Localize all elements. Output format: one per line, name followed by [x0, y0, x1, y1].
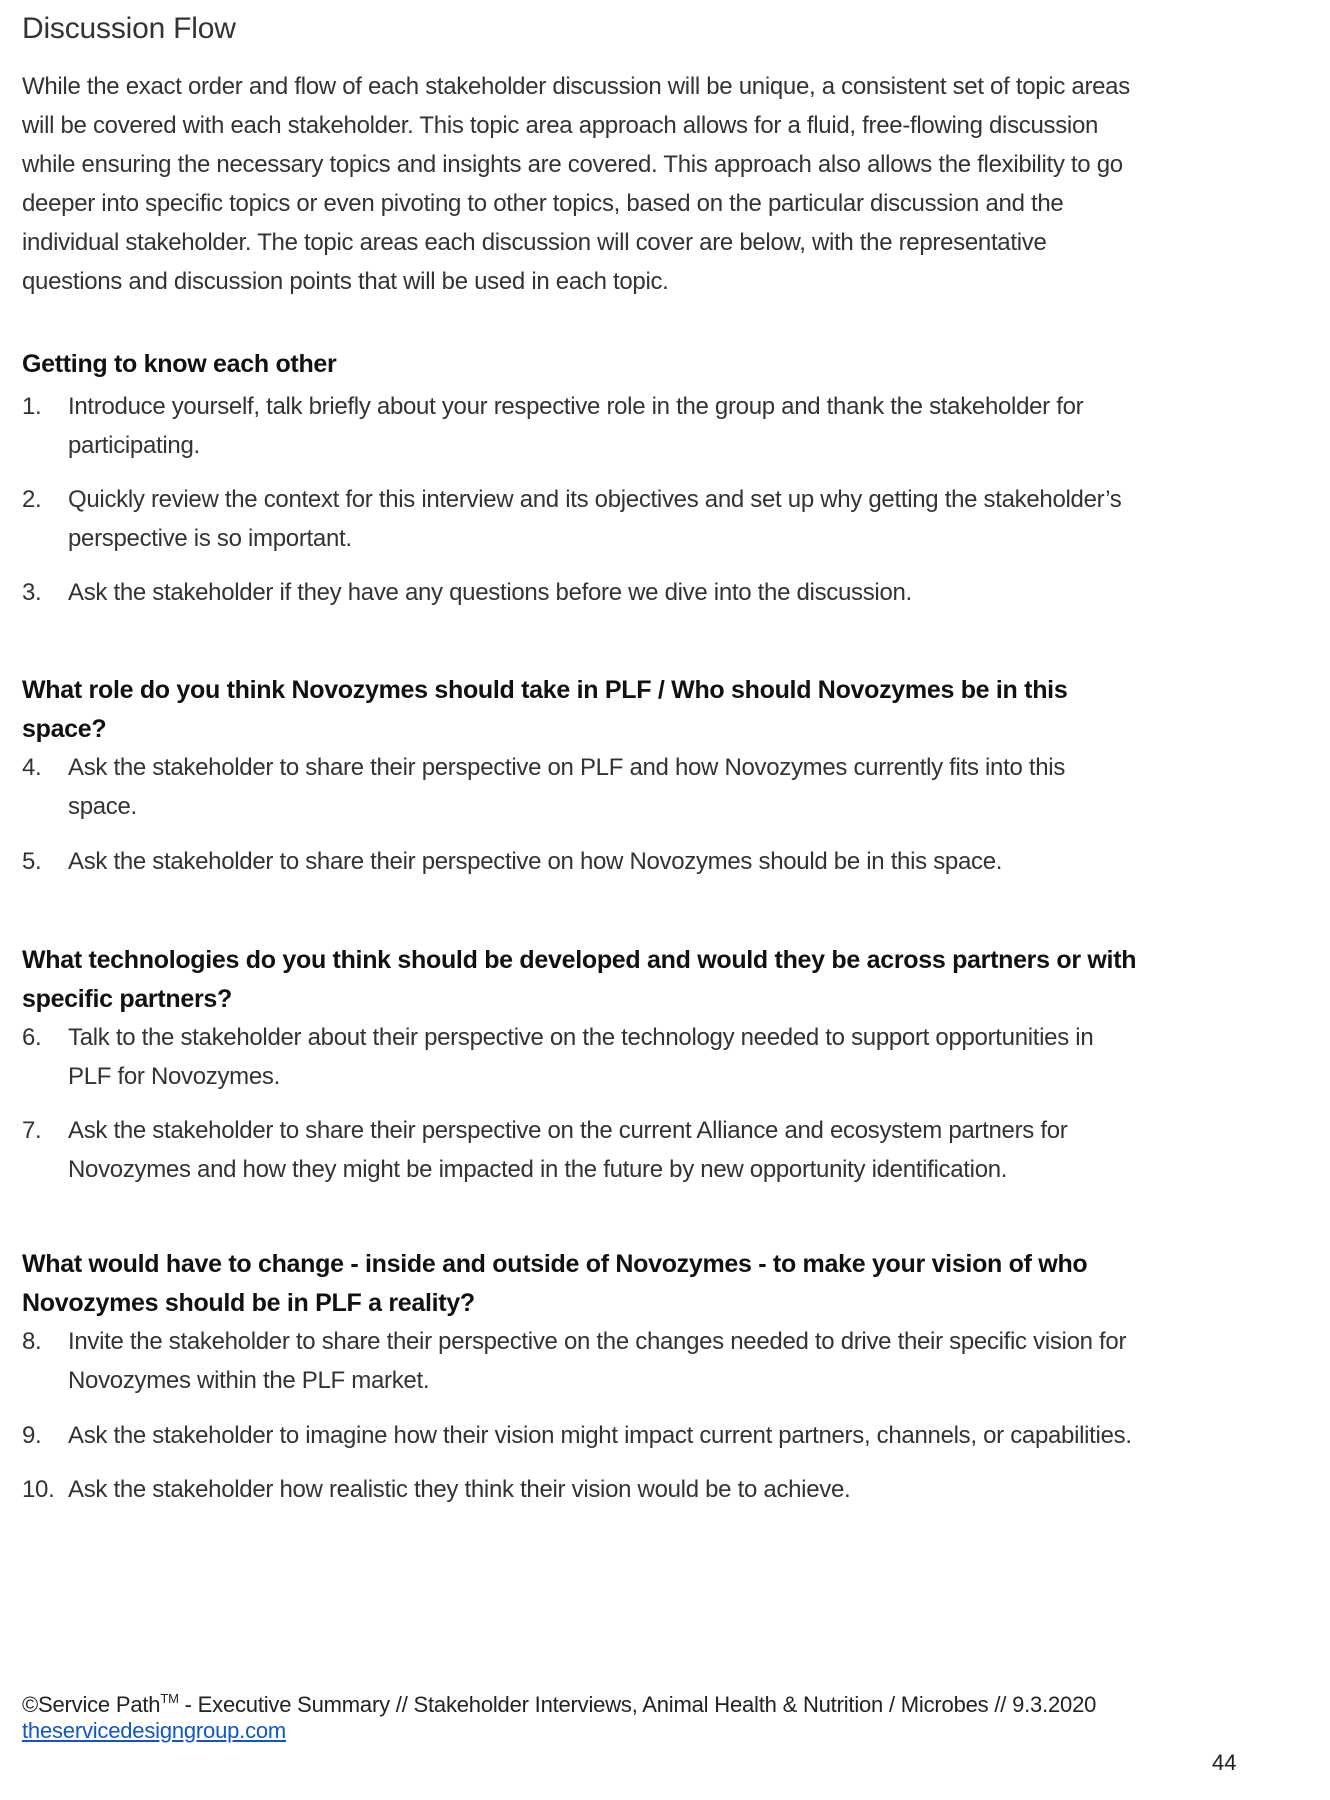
heading-line: What would have to change - inside and outside of Novozymes - to make your vision of who [22, 1250, 1088, 1278]
item-line: PLF for Novozymes. [68, 1063, 280, 1090]
intro-line: While the exact order and flow of each stakeholder discussion will be unique, a consistent set of topic areas [22, 73, 1130, 100]
item-number: 3. [22, 579, 42, 606]
item-line: Ask the stakeholder to share their perspective on the current Alliance and ecosystem partners for [68, 1117, 1068, 1144]
item-line: perspective is so important. [68, 525, 352, 552]
intro-line: deeper into specific topics or even pivoting to other topics, based on the particular discussion and the [22, 190, 1064, 217]
item-line: Talk to the stakeholder about their perspective on the technology needed to support opportunities in [68, 1024, 1094, 1051]
item-number: 4. [22, 754, 42, 781]
intro-line: questions and discussion points that will be used in each topic. [22, 268, 669, 295]
item-number: 10. [22, 1476, 55, 1503]
item-line: Ask the stakeholder to imagine how their vision might impact current partners, channels, or capabilities. [68, 1422, 1132, 1449]
item-line: Ask the stakeholder to share their perspective on how Novozymes should be in this space. [68, 848, 1003, 875]
item-number: 8. [22, 1328, 42, 1355]
heading-line: What role do you think Novozymes should take in PLF / Who should Novozymes be in this [22, 676, 1068, 704]
item-line: Ask the stakeholder to share their perspective on PLF and how Novozymes currently fits into this [68, 754, 1066, 781]
item-line: Novozymes and how they might be impacted in the future by new opportunity identification. [68, 1156, 1008, 1183]
page-number: 44 [1212, 1750, 1237, 1775]
website-link[interactable]: theservicedesigngroup.com [22, 1718, 287, 1743]
item-line: Introduce yourself, talk briefly about your respective role in the group and thank the stakeholder for [68, 393, 1084, 420]
section-heading-role [22, 671, 1067, 749]
item-line: Ask the stakeholder if they have any questions before we dive into the discussion. [68, 579, 912, 606]
heading-line: What technologies do you think should be developed and would they be across partners or with [22, 946, 1137, 974]
item-line: Invite the stakeholder to share their perspective on the changes needed to drive their specific vision for [68, 1328, 1127, 1355]
item-number: 1. [22, 393, 42, 420]
item-line: Ask the stakeholder how realistic they think their vision would be to achieve. [68, 1476, 851, 1503]
heading-line: Getting to know each other [22, 350, 337, 378]
intro-line: individual stakeholder. The topic areas each discussion will cover are below, with the representative [22, 229, 1047, 256]
trademark-mark: TM [160, 1691, 179, 1706]
item-number: 2. [22, 486, 42, 513]
footer-prefix: ©Service Path [22, 1692, 161, 1717]
intro-line: will be covered with each stakeholder. This topic area approach allows for a fluid, free-flowing discussion [22, 112, 1099, 139]
item-number: 9. [22, 1422, 42, 1449]
heading-line: specific partners? [22, 985, 232, 1013]
item-number: 7. [22, 1117, 42, 1144]
item-line: space. [68, 793, 137, 820]
item-number: 6. [22, 1024, 42, 1051]
page-title: Discussion Flow [22, 12, 236, 45]
item-number: 5. [22, 848, 42, 875]
intro-line: while ensuring the necessary topics and insights are covered. This approach also allows the flexibility to go [22, 151, 1123, 178]
item-line: Quickly review the context for this interview and its objectives and set up why getting the stakeholder’s [68, 486, 1122, 513]
item-line: participating. [68, 432, 200, 459]
item-line: Novozymes within the PLF market. [68, 1367, 430, 1394]
section-heading-technologies [22, 941, 1136, 1019]
intro-paragraph [22, 67, 1282, 301]
footer-suffix: - Executive Summary // Stakeholder Interviews, Animal Health & Nutrition / Microbes // 9.3.2020 [178, 1692, 1097, 1717]
section-heading-getting-to-know [22, 345, 336, 384]
heading-line: space? [22, 715, 107, 743]
heading-line: Novozymes should be in PLF a reality? [22, 1289, 475, 1317]
section-heading-change [22, 1245, 1087, 1323]
